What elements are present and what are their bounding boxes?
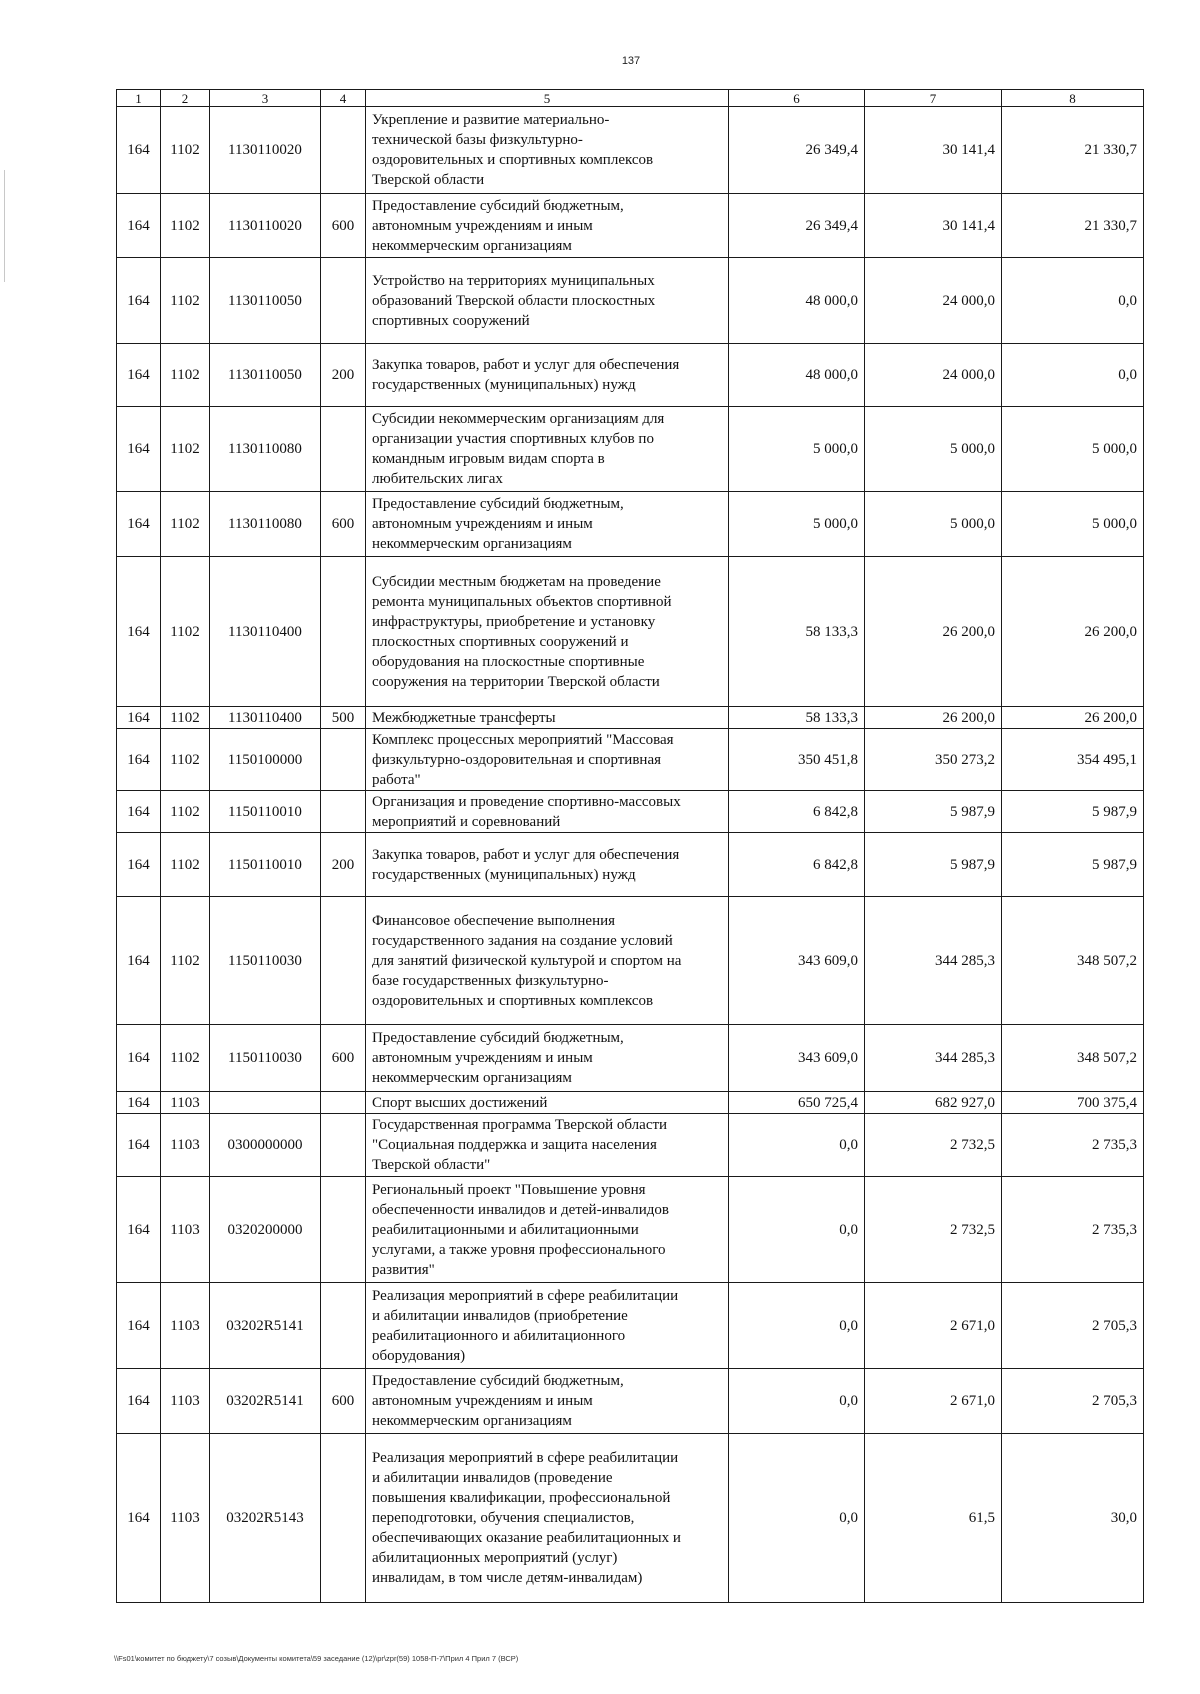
cell-name: Субсидии некоммерческим организациям для организации участия спортивных клубов по командным игровым видам спорта в любительских лигах <box>366 407 729 492</box>
cell-name: Реализация мероприятий в сфере реабилитации и абилитации инвалидов (приобретение реабилитационного и абилитационного оборудования) <box>366 1283 729 1369</box>
cell-ministry: 164 <box>117 407 161 492</box>
col-header-6: 6 <box>729 90 865 107</box>
table-row <box>117 557 1144 707</box>
cell-expense-type: 600 <box>321 492 366 557</box>
cell-expense-type: 200 <box>321 833 366 897</box>
cell-target-article: 0300000000 <box>210 1114 321 1177</box>
cell-amount-col7: 26 200,0 <box>865 557 1002 707</box>
cell-target-article: 0320200000 <box>210 1177 321 1283</box>
cell-target-article: 1130110400 <box>210 557 321 707</box>
cell-ministry: 164 <box>117 897 161 1025</box>
cell-amount-col6: 58 133,3 <box>729 707 865 729</box>
cell-expense-type: 200 <box>321 344 366 407</box>
cell-ministry: 164 <box>117 791 161 833</box>
cell-name: Предоставление субсидий бюджетным, автономным учреждениям и иным некоммерческим организациям <box>366 1025 729 1092</box>
cell-name: Спорт высших достижений <box>366 1092 729 1114</box>
cell-ministry: 164 <box>117 1369 161 1434</box>
cell-amount-col6: 0,0 <box>729 1369 865 1434</box>
cell-amount-col6: 0,0 <box>729 1177 865 1283</box>
cell-amount-col7: 5 000,0 <box>865 407 1002 492</box>
cell-amount-col7: 5 987,9 <box>865 791 1002 833</box>
cell-amount-col8: 2 705,3 <box>1002 1369 1144 1434</box>
cell-amount-col6: 48 000,0 <box>729 344 865 407</box>
cell-amount-col8: 2 705,3 <box>1002 1283 1144 1369</box>
cell-amount-col7: 30 141,4 <box>865 107 1002 194</box>
cell-amount-col6: 350 451,8 <box>729 729 865 791</box>
table-row <box>117 107 1144 194</box>
cell-ministry: 164 <box>117 729 161 791</box>
cell-amount-col8: 26 200,0 <box>1002 557 1144 707</box>
budget-table <box>116 89 1144 1603</box>
cell-section: 1102 <box>161 407 210 492</box>
cell-ministry: 164 <box>117 1114 161 1177</box>
cell-target-article: 1130110020 <box>210 194 321 258</box>
cell-ministry: 164 <box>117 833 161 897</box>
cell-target-article: 1130110050 <box>210 344 321 407</box>
cell-section: 1102 <box>161 492 210 557</box>
cell-amount-col7: 2 732,5 <box>865 1177 1002 1283</box>
table-row <box>117 833 1144 897</box>
cell-amount-col7: 344 285,3 <box>865 1025 1002 1092</box>
table-row <box>117 791 1144 833</box>
page-number: 137 <box>621 55 641 67</box>
cell-section: 1103 <box>161 1434 210 1603</box>
table-body <box>117 107 1144 1603</box>
cell-section: 1103 <box>161 1177 210 1283</box>
table-row <box>117 1025 1144 1092</box>
table-row <box>117 194 1144 258</box>
table-row <box>117 1369 1144 1434</box>
col-header-3: 3 <box>210 90 321 107</box>
col-header-8: 8 <box>1002 90 1144 107</box>
cell-amount-col8: 5 000,0 <box>1002 492 1144 557</box>
col-header-4: 4 <box>321 90 366 107</box>
cell-section: 1103 <box>161 1092 210 1114</box>
cell-target-article: 1130110080 <box>210 407 321 492</box>
cell-target-article: 1150110030 <box>210 1025 321 1092</box>
cell-section: 1103 <box>161 1369 210 1434</box>
cell-ministry: 164 <box>117 1092 161 1114</box>
table-row <box>117 1283 1144 1369</box>
cell-amount-col7: 2 671,0 <box>865 1369 1002 1434</box>
cell-expense-type <box>321 557 366 707</box>
cell-section: 1102 <box>161 344 210 407</box>
table-row <box>117 1177 1144 1283</box>
cell-section: 1103 <box>161 1283 210 1369</box>
cell-name: Закупка товаров, работ и услуг для обеспечения государственных (муниципальных) нужд <box>366 344 729 407</box>
cell-amount-col6: 48 000,0 <box>729 258 865 344</box>
cell-ministry: 164 <box>117 492 161 557</box>
cell-amount-col6: 343 609,0 <box>729 897 865 1025</box>
table-row <box>117 1092 1144 1114</box>
table-row <box>117 897 1144 1025</box>
cell-name: Предоставление субсидий бюджетным, автономным учреждениям и иным некоммерческим организациям <box>366 1369 729 1434</box>
cell-amount-col7: 26 200,0 <box>865 707 1002 729</box>
cell-expense-type: 600 <box>321 1369 366 1434</box>
cell-ministry: 164 <box>117 107 161 194</box>
cell-amount-col8: 0,0 <box>1002 258 1144 344</box>
cell-amount-col7: 24 000,0 <box>865 258 1002 344</box>
table-row <box>117 258 1144 344</box>
cell-expense-type: 600 <box>321 194 366 258</box>
cell-ministry: 164 <box>117 1434 161 1603</box>
cell-amount-col8: 348 507,2 <box>1002 1025 1144 1092</box>
cell-amount-col7: 2 671,0 <box>865 1283 1002 1369</box>
cell-expense-type <box>321 107 366 194</box>
cell-expense-type <box>321 897 366 1025</box>
cell-amount-col7: 350 273,2 <box>865 729 1002 791</box>
cell-expense-type <box>321 258 366 344</box>
table-row <box>117 1114 1144 1177</box>
cell-amount-col6: 6 842,8 <box>729 833 865 897</box>
cell-amount-col8: 26 200,0 <box>1002 707 1144 729</box>
cell-ministry: 164 <box>117 1025 161 1092</box>
cell-section: 1102 <box>161 707 210 729</box>
cell-name: Государственная программа Тверской области "Социальная поддержка и защита населения Тверской области" <box>366 1114 729 1177</box>
table-row <box>117 407 1144 492</box>
cell-section: 1102 <box>161 258 210 344</box>
cell-amount-col8: 348 507,2 <box>1002 897 1144 1025</box>
cell-name: Межбюджетные трансферты <box>366 707 729 729</box>
cell-amount-col7: 30 141,4 <box>865 194 1002 258</box>
cell-amount-col8: 354 495,1 <box>1002 729 1144 791</box>
cell-target-article: 1130110400 <box>210 707 321 729</box>
cell-name: Финансовое обеспечение выполнения государственного задания на создание условий для занятий физической культурой и спортом на базе государственных физкультурно- оздоровительных и спортивных комплексов <box>366 897 729 1025</box>
cell-expense-type <box>321 1092 366 1114</box>
cell-amount-col7: 5 987,9 <box>865 833 1002 897</box>
cell-amount-col8: 2 735,3 <box>1002 1114 1144 1177</box>
cell-amount-col6: 0,0 <box>729 1283 865 1369</box>
cell-amount-col6: 0,0 <box>729 1114 865 1177</box>
col-header-7: 7 <box>865 90 1002 107</box>
cell-amount-col8: 21 330,7 <box>1002 107 1144 194</box>
cell-section: 1102 <box>161 1025 210 1092</box>
cell-section: 1102 <box>161 194 210 258</box>
cell-amount-col7: 682 927,0 <box>865 1092 1002 1114</box>
cell-name: Реализация мероприятий в сфере реабилитации и абилитации инвалидов (проведение повышения квалификации, профессиональной переподготовки, обучения специалистов, обеспечивающих оказание реабилитационных и абилитационных мероприятий (услуг) инвалидам, в том числе детям-инвалидам) <box>366 1434 729 1603</box>
cell-ministry: 164 <box>117 344 161 407</box>
cell-name: Предоставление субсидий бюджетным, автономным учреждениям и иным некоммерческим организациям <box>366 194 729 258</box>
cell-expense-type <box>321 1283 366 1369</box>
cell-expense-type: 600 <box>321 1025 366 1092</box>
cell-target-article: 1130110050 <box>210 258 321 344</box>
cell-name: Устройство на территориях муниципальных образований Тверской области плоскостных спортивных сооружений <box>366 258 729 344</box>
cell-amount-col8: 0,0 <box>1002 344 1144 407</box>
file-path-footer: \\Fs01\комитет по бюджету\7 созыв\Документы комитета\59 заседание (12)\pr\zpr(59) 1058-П-7\Прил 4 Прил 7 (ВСР) <box>114 1654 519 1663</box>
cell-section: 1102 <box>161 897 210 1025</box>
cell-amount-col7: 344 285,3 <box>865 897 1002 1025</box>
cell-target-article: 1150110030 <box>210 897 321 1025</box>
cell-target-article: 03202R5141 <box>210 1369 321 1434</box>
table-row <box>117 1434 1144 1603</box>
table-row <box>117 707 1144 729</box>
col-header-2: 2 <box>161 90 210 107</box>
cell-target-article: 1150110010 <box>210 791 321 833</box>
cell-amount-col6: 650 725,4 <box>729 1092 865 1114</box>
cell-expense-type <box>321 729 366 791</box>
cell-section: 1102 <box>161 107 210 194</box>
cell-ministry: 164 <box>117 707 161 729</box>
cell-amount-col8: 2 735,3 <box>1002 1177 1144 1283</box>
table-row <box>117 344 1144 407</box>
cell-amount-col8: 21 330,7 <box>1002 194 1144 258</box>
cell-ministry: 164 <box>117 557 161 707</box>
cell-ministry: 164 <box>117 1283 161 1369</box>
cell-target-article <box>210 1092 321 1114</box>
cell-amount-col6: 26 349,4 <box>729 194 865 258</box>
cell-amount-col7: 24 000,0 <box>865 344 1002 407</box>
cell-section: 1102 <box>161 791 210 833</box>
cell-target-article: 1150100000 <box>210 729 321 791</box>
cell-amount-col6: 58 133,3 <box>729 557 865 707</box>
cell-name: Закупка товаров, работ и услуг для обеспечения государственных (муниципальных) нужд <box>366 833 729 897</box>
cell-name: Организация и проведение спортивно-массовых мероприятий и соревнований <box>366 791 729 833</box>
cell-name: Комплекс процессных мероприятий "Массовая физкультурно-оздоровительная и спортивная работа" <box>366 729 729 791</box>
cell-amount-col6: 343 609,0 <box>729 1025 865 1092</box>
cell-amount-col7: 2 732,5 <box>865 1114 1002 1177</box>
cell-target-article: 1130110080 <box>210 492 321 557</box>
col-header-1: 1 <box>117 90 161 107</box>
cell-amount-col8: 30,0 <box>1002 1434 1144 1603</box>
cell-section: 1102 <box>161 557 210 707</box>
cell-amount-col6: 5 000,0 <box>729 407 865 492</box>
cell-expense-type <box>321 1434 366 1603</box>
cell-amount-col8: 5 987,9 <box>1002 833 1144 897</box>
cell-section: 1102 <box>161 729 210 791</box>
cell-expense-type <box>321 1177 366 1283</box>
cell-ministry: 164 <box>117 194 161 258</box>
cell-amount-col6: 5 000,0 <box>729 492 865 557</box>
scan-margin-marks <box>4 170 7 282</box>
cell-target-article: 1130110020 <box>210 107 321 194</box>
cell-target-article: 03202R5143 <box>210 1434 321 1603</box>
cell-ministry: 164 <box>117 1177 161 1283</box>
cell-ministry: 164 <box>117 258 161 344</box>
cell-target-article: 1150110010 <box>210 833 321 897</box>
cell-name: Предоставление субсидий бюджетным, автономным учреждениям и иным некоммерческим организациям <box>366 492 729 557</box>
header-row <box>117 90 1144 107</box>
cell-amount-col8: 700 375,4 <box>1002 1092 1144 1114</box>
table-row <box>117 492 1144 557</box>
cell-expense-type <box>321 1114 366 1177</box>
cell-amount-col6: 0,0 <box>729 1434 865 1603</box>
cell-amount-col6: 26 349,4 <box>729 107 865 194</box>
table-row <box>117 729 1144 791</box>
cell-amount-col6: 6 842,8 <box>729 791 865 833</box>
cell-target-article: 03202R5141 <box>210 1283 321 1369</box>
cell-name: Субсидии местным бюджетам на проведение ремонта муниципальных объектов спортивной инфраструктуры, приобретение и установку плоскостных спортивных сооружений и оборудования на плоскостные спортивные сооружения на территории Тверской области <box>366 557 729 707</box>
col-header-5: 5 <box>366 90 729 107</box>
cell-expense-type: 500 <box>321 707 366 729</box>
cell-section: 1103 <box>161 1114 210 1177</box>
cell-name: Укрепление и развитие материально- технической базы физкультурно- оздоровительных и спортивных комплексов Тверской области <box>366 107 729 194</box>
cell-expense-type <box>321 791 366 833</box>
cell-section: 1102 <box>161 833 210 897</box>
cell-amount-col8: 5 000,0 <box>1002 407 1144 492</box>
cell-amount-col7: 5 000,0 <box>865 492 1002 557</box>
cell-amount-col7: 61,5 <box>865 1434 1002 1603</box>
cell-name: Региональный проект "Повышение уровня обеспеченности инвалидов и детей-инвалидов реабилитационными и абилитационными услугами, а также уровня профессионального развития" <box>366 1177 729 1283</box>
cell-amount-col8: 5 987,9 <box>1002 791 1144 833</box>
cell-expense-type <box>321 407 366 492</box>
